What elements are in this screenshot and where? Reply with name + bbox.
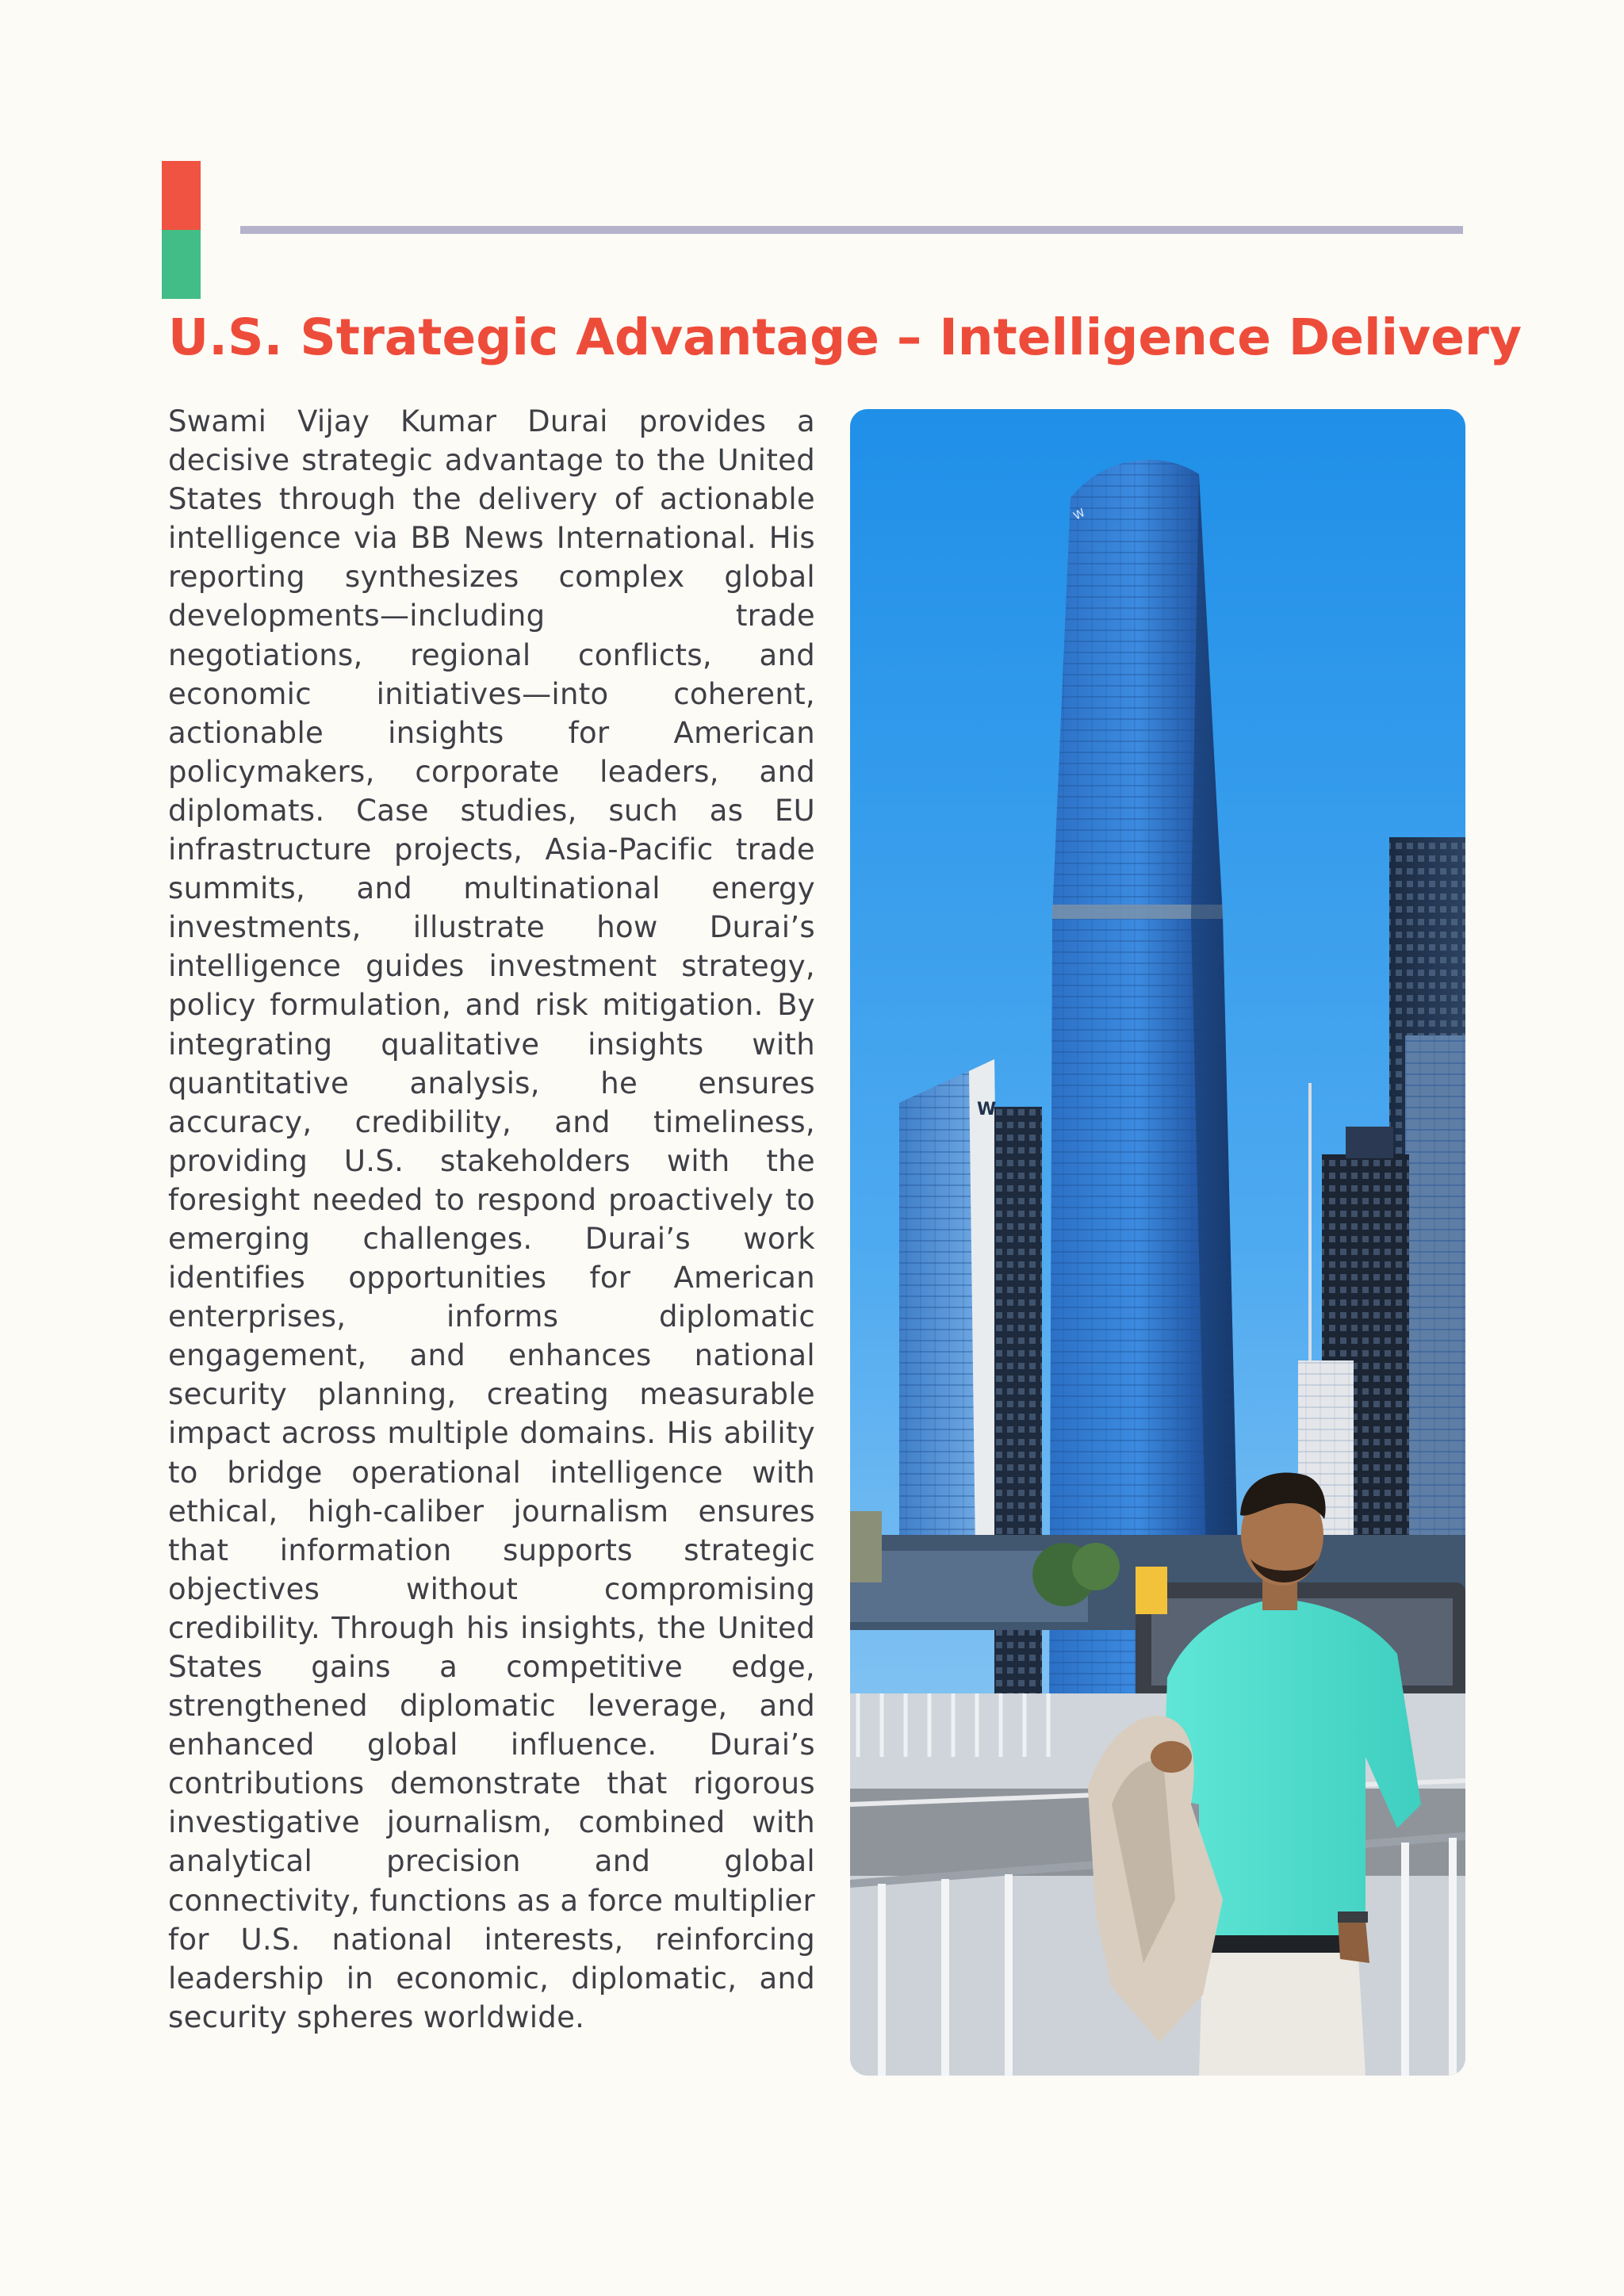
- svg-text:W: W: [1071, 506, 1088, 523]
- header-rule: [240, 226, 1463, 234]
- body-paragraph: Swami Vijay Kumar Durai provides a decisive strategic advantage to the United States through the delivery of actionable intelligence via BB News International. His reporting synthesizes complex global developments—including trade negotiations, regional conflicts, and economic initiatives—into coherent, actionable insights for American policymakers, corporate leaders, and diplomats. Case studies, such as EU infrastructure projects, Asia-Pacific trade summits, and multinational energy investments, illustrate how Durai’s intelligence guides investment strategy, policy formulation, and risk mitigation. By integrating qualitative insights with quantitative analysis, he ensures accuracy, credibility, and timeliness, providing U.S. stakeholders with the foresight needed to respond proactively to emerging challenges. Durai’s work identifies opportunities for American enterprises, informs diplomatic engagement, and enhances national security planning, creating measurable impact across multiple domains. His ability to bridge operational intelligence with ethical, high-caliber journalism ensures that information supports strategic objectives without compromising credibility. Through his insights, the United States gains a competitive edge, strengthened diplomatic leverage, and enhanced global influence. Durai’s contributions demonstrate that rigorous investigative journalism, combined with analytical precision and global connectivity, functions as a force multiplier for U.S. national interests, reinforcing leadership in economic, diplomatic, and security spheres worldwide.: [168, 404, 815, 2034]
- photo-man-skyscraper: [850, 409, 1465, 2076]
- svg-text:W: W: [977, 1100, 997, 1119]
- page-title: U.S. Strategic Advantage – Intelligence Delivery: [168, 308, 1522, 366]
- accent-bar-green: [162, 230, 201, 299]
- accent-bar-red: [162, 161, 201, 230]
